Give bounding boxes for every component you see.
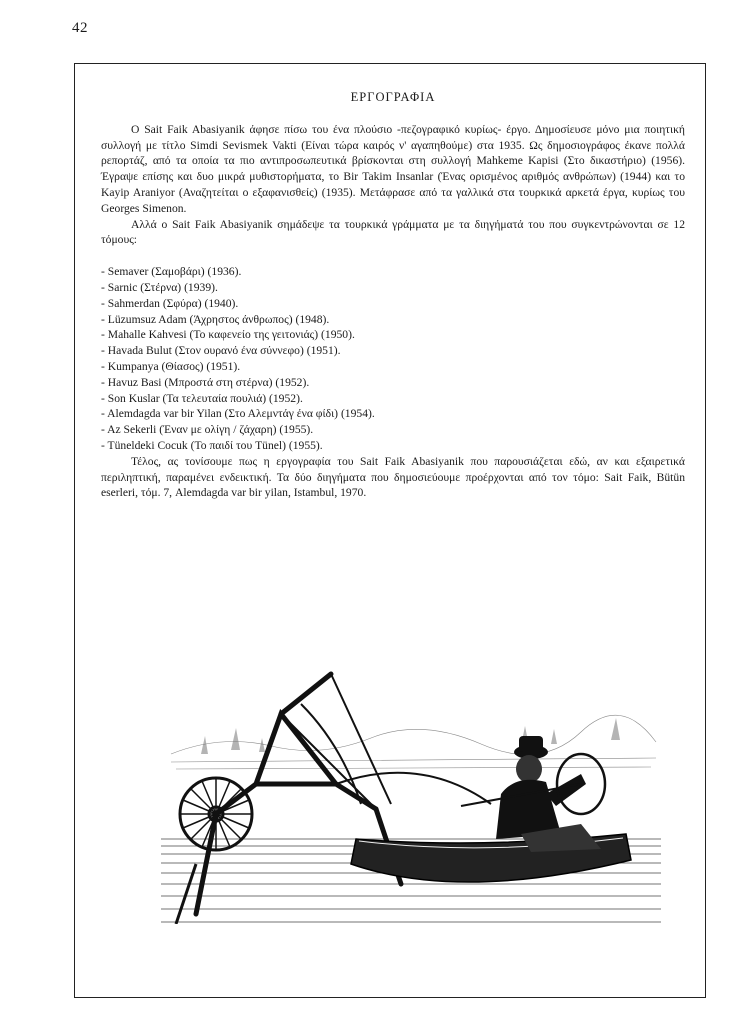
article-title: ΕΡΓΟΓΡΑΦΙΑ <box>350 90 436 104</box>
article-body <box>101 90 685 501</box>
list-item: - Son Kuslar (Τα τελευταία πουλιά) (1952). <box>101 391 303 405</box>
paragraph-stories: Αλλά ο Sait Faik Abasiyanik σημάδεψε τα τουρκικά γράμματα με τα διηγήματά του που συγκεντρώνονται σε 12 τόμους: <box>101 217 685 247</box>
paragraph-intro: Ο Sait Faik Abasiyanik άφησε πίσω του ένα πλούσιο -πεζογραφικό κυρίως- έργο. Δημοσίευσε μόνο μια ποιητική συλλογή με τίτλο Simdi Sevismek Vakti (Είναι τώρα καιρός ν' αγαπηθούμε) στα 1935. Ως δημοσιογράφος έκανε πολλά ρεπορτάζ, από τα οποία τα πιο αντιπροσωπευτικά βρίσκονται στη συλλογή Mahkeme Kapisi (Στο δικαστήριο) (1956). Έγραψε επίσης και δυο μικρά μυθιστορήματα, το Bir Takim Insanlar (Ένας ορισμένος αριθμός ανθρώπων) (1944) και το Kayip Araniyor (Αναζητείται ο εξαφανισθείς) (1935). Μετάφρασε από τα γαλλικά στα τουρκικά αρκετά έργα, κυρίως του Georges Simenon. <box>101 122 685 215</box>
list-item: - Sarnic (Στέρνα) (1939). <box>101 280 218 294</box>
text-frame <box>74 63 706 998</box>
works-list <box>101 264 685 454</box>
list-item: - Lüzumsuz Adam (Άχρηστος άνθρωπος) (1948). <box>101 312 330 326</box>
list-item: - Havada Bulut (Στον ουρανό ένα σύννεφο) (1951). <box>101 344 341 358</box>
list-item: - Mahalle Kahvesi (Το καφενείο της γειτονιάς) (1950). <box>101 328 355 342</box>
list-item: - Alemdagda var bir Yilan (Στο Αλεμντάγ ένα φίδι) (1954). <box>101 407 375 421</box>
list-item: - Havuz Basi (Μπροστά στη στέρνα) (1952). <box>101 375 310 389</box>
list-item: - Az Sekerli (Έναν με ολίγη / ζάχαρη) (1955). <box>101 423 314 437</box>
list-item: - Semaver (Σαμοβάρι) (1936). <box>101 265 242 279</box>
paragraph-closing: Τέλος, ας τονίσουμε πως η εργογραφία του Sait Faik Abasiyanik που παρουσιάζεται εδώ, αν και εξαιρετικά περιληπτική, παραμένει ενδεικτική. Τα δύο διηγήματα που δημοσιεύουμε προέρχονται από τον τόμο: Sait Faik, Bütün eserleri, τόμ. 7, Alemdagda var bir yilan, Istambul, 1970. <box>101 454 685 500</box>
list-item: - Kumpanya (Θίασος) (1951). <box>101 359 241 373</box>
page-number: 42 <box>72 20 88 36</box>
list-item: - Sahmerdan (Σφύρα) (1940). <box>101 296 239 310</box>
list-item: - Tüneldeki Cocuk (Το παιδί του Tünel) (1955). <box>101 438 323 452</box>
paddle-boat-engraving-icon <box>161 634 661 924</box>
